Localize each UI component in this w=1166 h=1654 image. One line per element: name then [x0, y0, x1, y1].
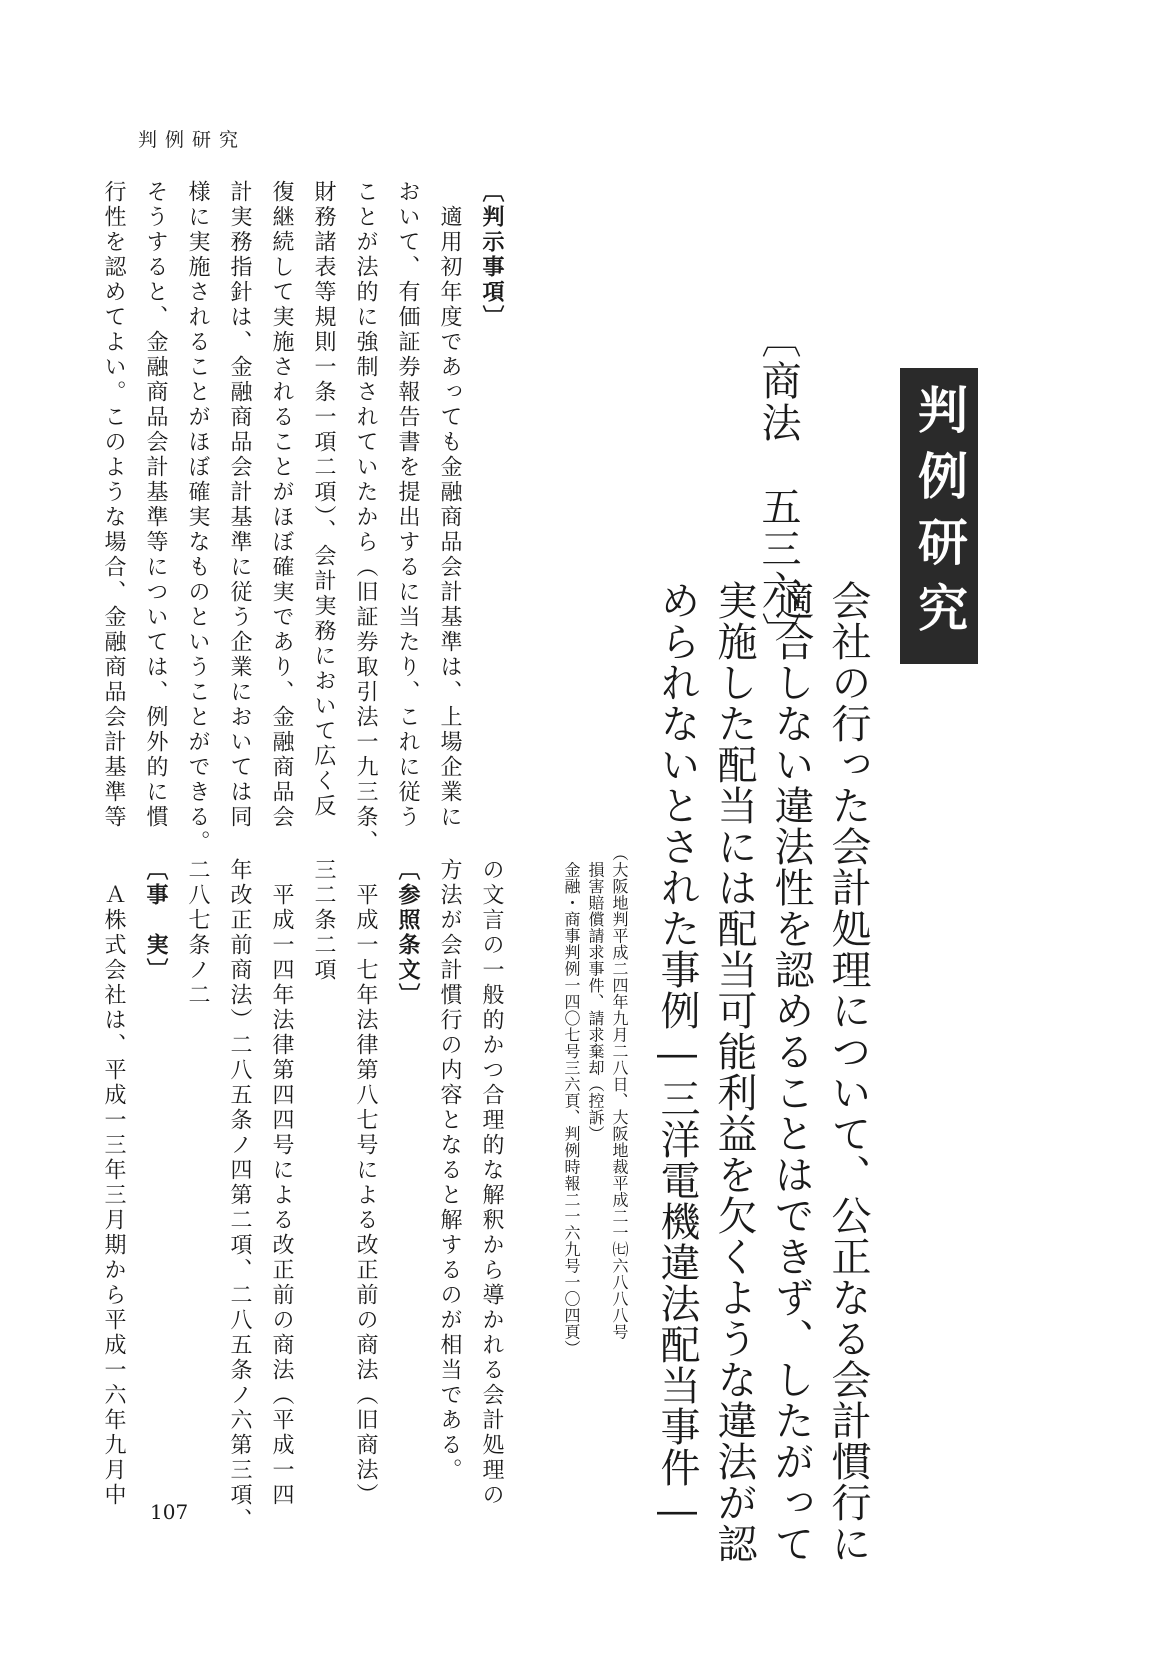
body-text-line: 二八七条ノ二 — [185, 858, 210, 1008]
case-reference-line-2: 損害賠償請求事件、請求棄却（控訴） — [586, 845, 605, 1142]
case-reference-line-1: （大阪地判平成二四年九月二八日、大阪地裁平成二一㈦六八八八号 — [610, 845, 629, 1340]
body-text-line: Ａ株式会社は、平成一三年三月期から平成一六年九月中 — [101, 858, 126, 1508]
body-text-line: 復継続して実施されることがほぼ確実であり、金融商品会 — [269, 180, 294, 830]
section-heading-statutes: 〔参照条文〕 — [395, 858, 420, 1008]
case-reference-line-3: 金融・商事判例一四〇七号三六頁、判例時報二一六九号一〇四頁） — [562, 845, 581, 1357]
body-text-line: 財務諸表等規則一条一項二項）、会計実務において広く反 — [311, 180, 336, 819]
case-title-line-2: 適合しない違法性を認めることはできず、したがって — [768, 580, 814, 1564]
section-heading-holding: 〔判示事項〕 — [479, 180, 504, 330]
body-text-line: 平成一七年法律第八七号による改正前の商法（旧商法） — [353, 858, 378, 1508]
case-title-line-1: 会社の行った会計処理について、公正なる会計慣行に — [825, 580, 871, 1564]
body-text-line: 様に実施されることがほぼ確実なものということができる。 — [185, 180, 210, 855]
case-title-line-3: 実施した配当には配当可能利益を欠くような違法が認 — [711, 580, 757, 1564]
page-number: 107 — [150, 1500, 189, 1524]
body-text-line: 三二条二項 — [311, 858, 336, 983]
case-title-line-4: められないとされた事例―三洋電機違法配当事件― — [654, 580, 700, 1535]
body-text-line: 計実務指針は、金融商品会計基準に従う企業においては同 — [227, 180, 252, 830]
body-text-line: 行性を認めてよい。このような場合、金融商品会計基準等 — [101, 180, 126, 830]
body-text-line: そうすると、金融商品会計基準等については、例外的に慣 — [143, 180, 168, 830]
body-text-line: 平成一四年法律第四四号による改正前の商法（平成一四 — [269, 858, 294, 1508]
running-head: 判例研究 — [138, 129, 247, 151]
section-heading-facts: 〔事 実〕 — [143, 858, 168, 983]
body-text-line: 方法が会計慣行の内容となると解するのが相当である。 — [437, 858, 462, 1483]
body-text-line: おいて、有価証券報告書を提出するに当たり、これに従う — [395, 180, 420, 830]
body-text-line: の文言の一般的かつ合理的な解釈から導かれる会計処理の — [479, 858, 504, 1508]
section-label: 判例研究 — [900, 368, 978, 664]
case-category: 〔商法 五三六〕 — [755, 318, 801, 654]
body-text-line: ことが法的に強制されていたから（旧証券取引法一九三条、 — [353, 180, 378, 855]
body-text-line: 年改正前商法）二八五条ノ四第二項、二八五条ノ六第三項、 — [227, 858, 252, 1533]
body-text-line: 適用初年度であっても金融商品会計基準は、上場企業に — [437, 180, 462, 830]
